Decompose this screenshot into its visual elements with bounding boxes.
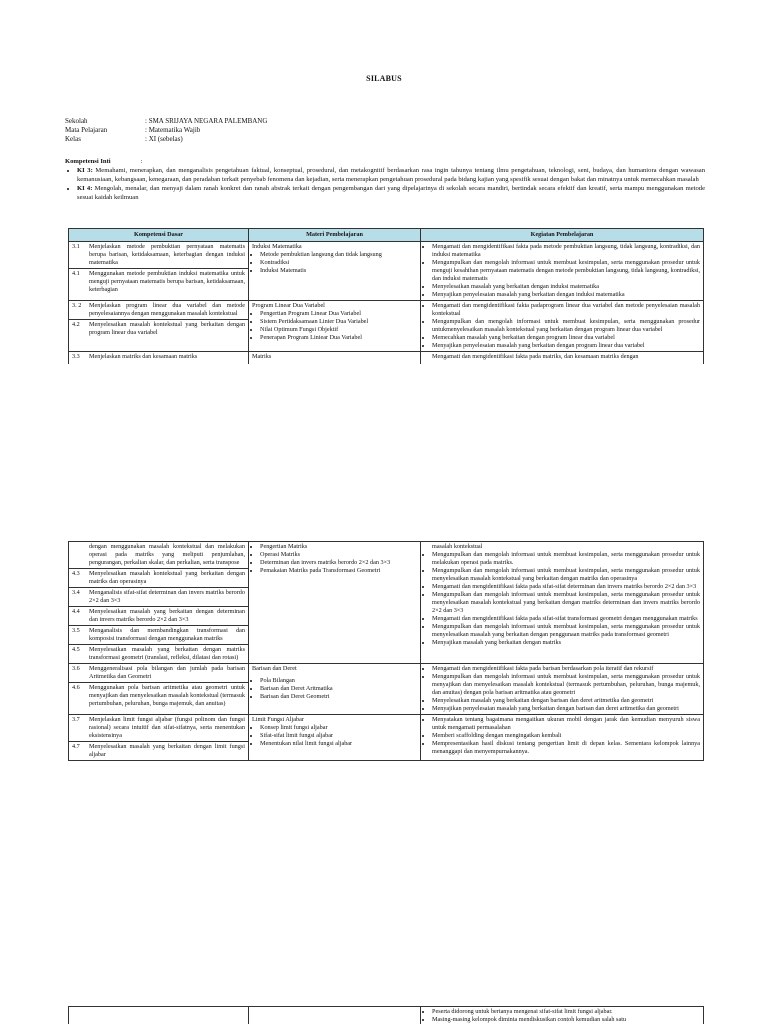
kegiatan-cell: • Menyatakan tentang bagaimana mengaitkan ukuran mobil dengan jarak dan kemudian menyuruh siswa untuk mengamati permasalahan • Memberi scaffolding dengan mengingatkan kembali • Mempresentasikan hasil diskusi tentang pengertian limit di depan kelas. Sementara kelompok lainnya menanggapi dan menyempurnakannya.: [421, 715, 704, 761]
ki-list: [65, 166, 705, 202]
kd-cell: [69, 1007, 249, 1024]
table-row: [69, 664, 704, 715]
kegiatan-cell: • Mengamati dan mengidentifikasi fakta pada barisan berdasarkan pola iteratif dan rekursif • Mengumpulkan dan mengolah informasi untuk membuat kesimpulan, serta menggunakan prosedur untuk menyajikan dan menyelesaikan masalah kontekstual (termasuk pertumbuhan, peluruhan, bunga majemuk, dan anuitas) dengan pola barisan aritmatika atau geometri • Menyelesaikan masalah yang berkaitan dengan barisan dan deret aritmetika dan geometri • Menyajikan penyelesaian masalah yang berkaitan dengan barisan dan deret aritmetika dan geometri: [421, 664, 704, 715]
info-row-subject: [65, 126, 267, 135]
table-row: [69, 1007, 704, 1024]
materi-cell: Matriks: [249, 352, 421, 364]
page-3-clip: [0, 1006, 768, 1024]
kd-cell: 3.6 Menggeneralisasi pola bilangan dan jumlah pada barisan Aritmetika dan Geometri 4.6 Menggunakan pola barisan aritmetika atau geometri untuk menyajikan dan menyelesaikan masalah kontekstual (termasuk pertumbuhan, peluruhan, bunga majemuk, dan anuitas): [69, 664, 249, 715]
table-row: [69, 542, 704, 664]
table-row: [69, 242, 704, 301]
info-row-class: [65, 135, 267, 144]
materi-cell: Barisan dan Deret • Pola Bilangan • Barisan dan Deret Aritmatika • Barisan dan Deret Geometri: [249, 664, 421, 715]
ki-item: • KI 3: Memahami, menerapkan, dan menganalisis pengetahuan faktual, konseptual, prosedural, dan metakognitif berdasarkan rasa ingin tahunya tentang ilmu pengetahuan, teknologi, seni, budaya, dan humaniora dengan wawasan kemanusiaan, kebangsaan, kenegaraan, dan peradaban terkait penyebab fenomena dan kejadian, serta menerapkan pengetahuan prosedural pada bidang kajian yang spesifik sesuai dengan bakat dan minatnya untuk memecahkan masalah: [77, 166, 705, 184]
info-row-school: [65, 117, 267, 126]
info-label: Kelas: [65, 135, 81, 143]
kompetensi-inti: [65, 157, 705, 202]
ki-item: • KI 4: Mengolah, menalar, dan menyaji dalam ranah konkret dan ranah abstrak terkait dengan pengembangan dari yang dipelajarinya di sekolah secara mandiri, bertindak secara efektif dan kreatif, serta mampu menggunakan metode sesuai kaidah keilmuan: [77, 184, 705, 202]
info-value: : XI (sebelas): [145, 135, 183, 143]
table-row: [69, 352, 704, 364]
info-value: : SMA SRIJAYA NEGARA PALEMBANG: [145, 117, 268, 125]
document-title: SILABUS: [366, 74, 402, 83]
kd-cell: 3. 2 Menjelaskan program linear dua variabel dan metode penyelesaiannya dengan menggunakan masalah kontekstual 4.2 Menyelesaikan masalah kontekstual yang berkaitan dengan program linear dua variabel: [69, 301, 249, 352]
kegiatan-cell: • Peserta didorong untuk bertanya mengenai sifat-sifat limit fungsi aljabar. • Masing-masing kelompok diminta mendiskusikan contoh kemudian salah satu: [421, 1007, 704, 1024]
table-row: [69, 301, 704, 352]
ki-heading: Kompetensi Inti :: [65, 158, 143, 165]
table-row: [69, 715, 704, 761]
syllabus-table-page-1: [68, 228, 704, 364]
materi-cell: Limit Fungsi Aljabar • Konsep limit fungsi aljabar • Sifat-sifat limit fungsi aljabar • Menentukan nilai limit fungsi aljabar: [249, 715, 421, 761]
header-kompetensi-dasar: Kompetensi Dasar: [69, 229, 249, 242]
materi-cell: Program Linear Dua Variabel • Pengertian Program Linear Dua Variabel • Sistem Pertidaksamaan Linier Dua Variabel • Nilai Optimum Fungsi Objektif • Penerapan Program Liniear Dua Variabel: [249, 301, 421, 352]
kd-cell: 3.7 Menjelaskan limit fungsi aljabar (fungsi polinom dan fungsi rasional) secara intuitif dan sifat-sifatnya, serta menentukan eksistensinya 4.7 Menyelesaikan masalah yang berkaitan dengan limit fungsi aljabar: [69, 715, 249, 761]
kd-cell: dengan menggunakan masalah kontekstual dan melakukan operasi pada matriks yang meliputi penjumlahan, pengurangan, perkalian skalar, dan perkalian, serta transpose 4.3 Menyelesaikan masalah kontekstual yang berkaitan dengan matriks dan operasinya 3.4 Menganalisis sifat-sifat determinan dan invers matriks berordo 2×2 dan 3×3 4.4 Menyelesaikan masalah yang berkaitan dengan determinan dan invers matriks berordo 2×2 dan 3×3 3.5 Menganalisis dan membandingkan transformasi dan komposisi transformasi dengan menggunakan matriks 4.5 Menyelesaikan masalah yang berkaitan dengan matriks transformasi geometri (translasi, refleksi, dilatasi dan rotasi): [69, 542, 249, 664]
materi-cell: Induksi Matematika • Metode pembuktian langsung dan tidak langsung • Kontradiksi • Induksi Matematis: [249, 242, 421, 301]
info-value: : Matematika Wajib: [145, 126, 201, 134]
header-kegiatan: Kegiatan Pembelajaran: [421, 229, 704, 242]
syllabus-table-page-3: [68, 1006, 704, 1024]
kd-cell: 3.1 Menjelaskan metode pembuktian pernyataan matematis berupa barisan, ketidaksamaan, keterbagian dengan induksi matematika 4.1 Menggunakan metode pembuktian induksi matematika untuk menguji pernyataan matematis berupa barisan, ketidaksamaan, keterbagian: [69, 242, 249, 301]
syllabus-table-page-2: [68, 541, 704, 761]
materi-cell: [249, 1007, 421, 1024]
materi-cell: • Pengertian Matriks • Operasi Matriks • Determinan dan invers matriks berordo 2×2 dan 3×3 • Pemakaian Matriks pada Transformasi Geometri: [249, 542, 421, 664]
kegiatan-cell: • Mengamati dan mengidentifikasi fakta pada metode pembuktian langsung, tidak langsung, kontradiksi, dan induksi matematika • Mengumpulkan dan mengolah informasi untuk membuat kesimpulan, serta menggunakan prosedur untuk menguji kesahihan pernyataan matematis dengan metode pembuktian langsung, tidak langsung, kontradiksi, dan induksi matematis • Menyelesaikan masalah yang berkaitan dengan induksi matematika • Menyajikan penyelesaian masalah yang berkaitan dengan induksi matematika: [421, 242, 704, 301]
kegiatan-cell: • Mengamati dan mengidentifikasi fakta padaprogram linear dua variabel dan metode penyelesaian masalah kontekstual • Mengumpulkan dan mengolah informasi untuk membuat kesimpulan, serta menggunakan prosedur untukmenyelesaikan masalah kontekstual yang berkaitan dengan program linear dua variabel • Memecahkan masalah yang berkaitan dengan program linear dua variabel • Menyajikan penyelesaian masalah yang berkaitan dengan program linear dua variabel: [421, 301, 704, 352]
info-label: Mata Pelajaran: [65, 126, 108, 134]
kegiatan-cell: • Mengamati dan mengidentifikasi fakta pada matriks, dan kesamaan matriks dengan: [421, 352, 704, 364]
page-break: [0, 400, 768, 540]
kd-cell: 3.3 Menjelaskan matriks dan kesamaan matriks: [69, 352, 249, 364]
header-materi: Materi Pembelajaran: [249, 229, 421, 242]
info-label: Sekolah: [65, 117, 88, 125]
school-info: [65, 117, 267, 144]
kegiatan-cell: masalah kontekstual • Mengumpulkan dan mengolah informasi untuk membuat kesimpulan, serta menggunakan prosedur untuk melakukan operasi pada matriks. • Mengumpulkan dan mengolah informasi untuk membuat kesimpulan, serta menggunakan prosedur untuk menyelesaikan masalah kontekstual yang berkaitan dengan matriks dan operasinya • Mengamati dan mengidentifikasi fakta pada sifat-sifat determinan dan invers matriks berordo 2×2 dan 3×3 • Mengumpulkan dan mengolah informasi untuk membuat kesimpulan, serta menggunakan prosedur untuk menyelesaikan masalah kontekstual yang berkaitan dengan matriks determinan dan invers matriks berordo 2×2 dan 3×3 • Mengamati dan mengidentifikasi fakta pada sifat-sifat transformasi geometri dengan menggunakan matriks • Mengumpulkan dan mengolah informasi untuk membuat kesimpulan, serta menggunakan prosedur untuk menyelesaikan masalah yang berkaitan dengan penggunaan matriks pada transformasi geometri • Menyajikan masalah yang berkaitan dengan matriks: [421, 542, 704, 664]
